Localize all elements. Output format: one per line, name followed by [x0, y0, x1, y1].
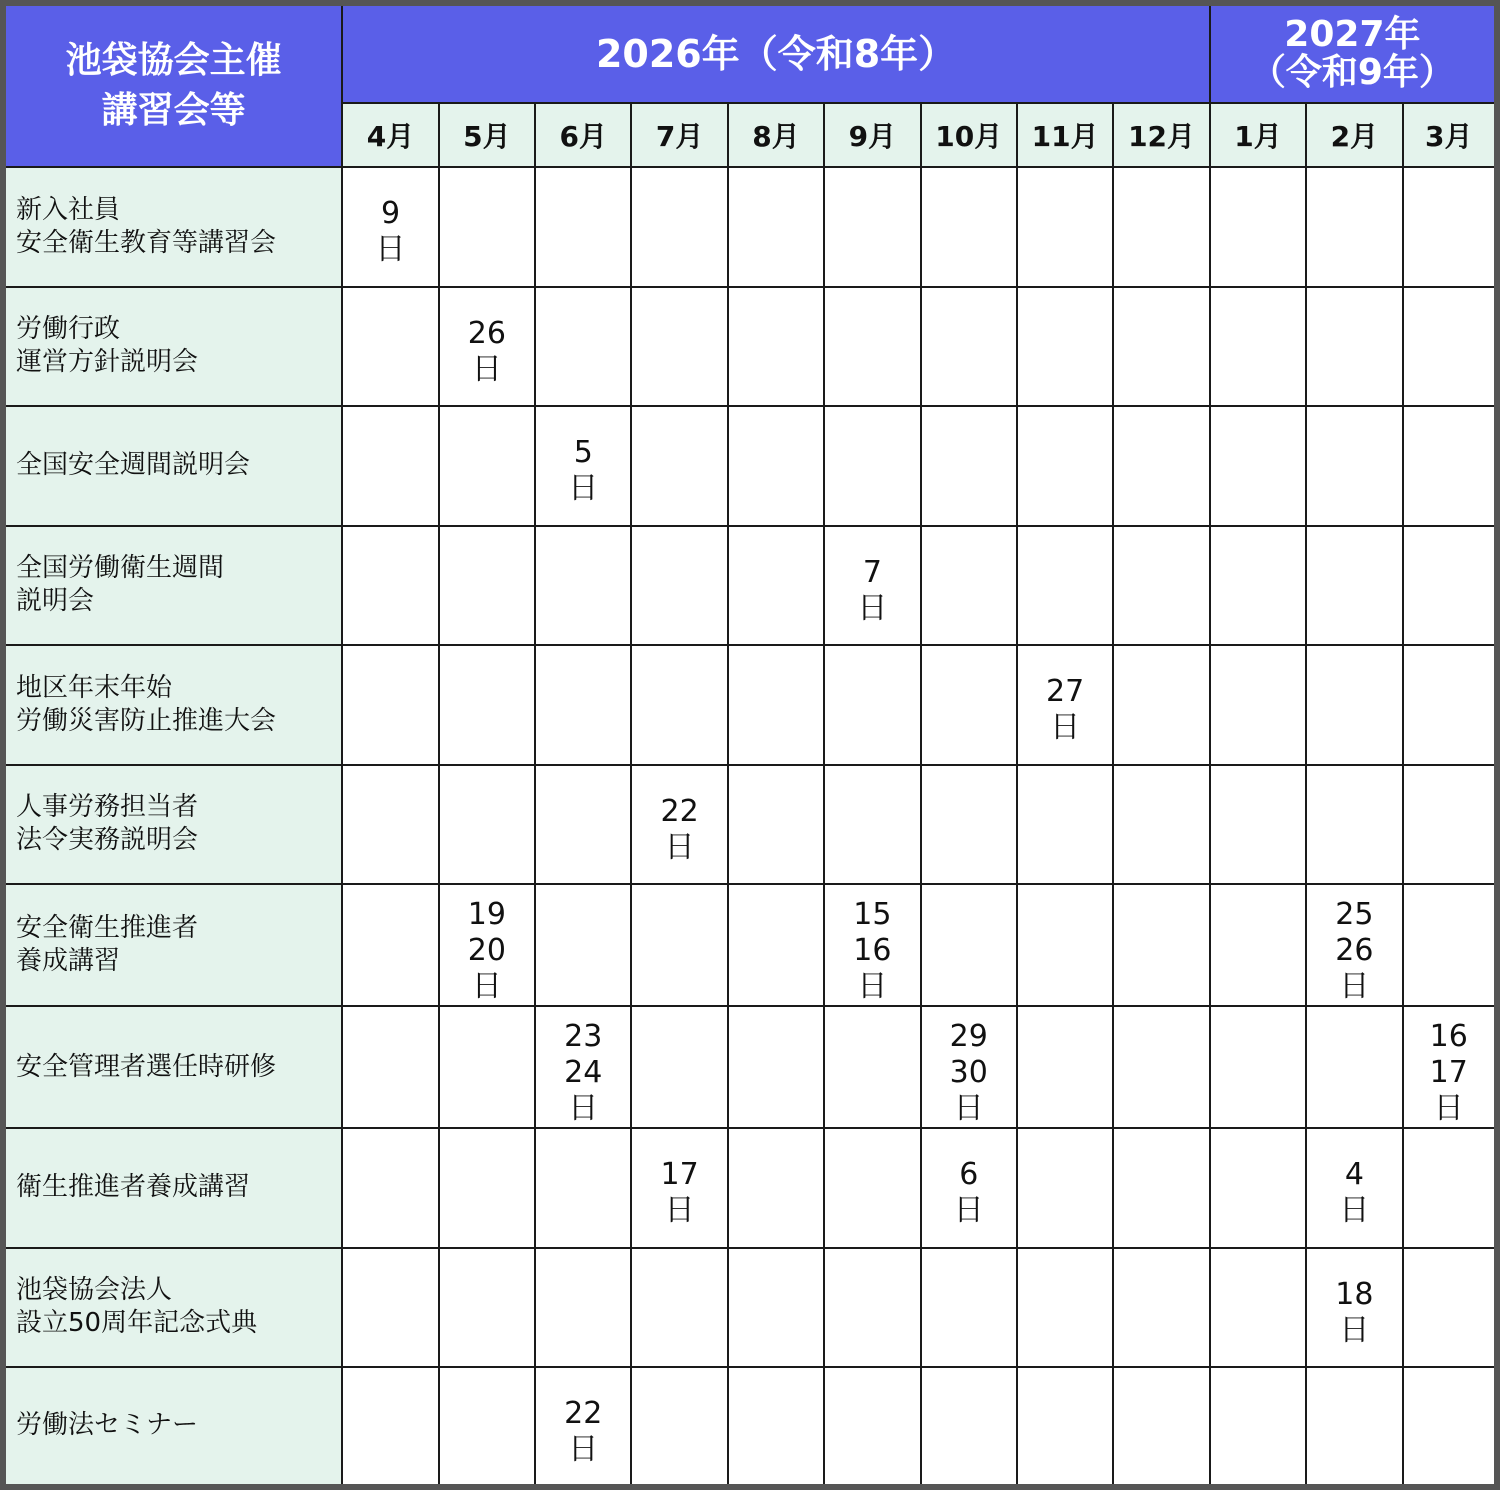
- empty-cell: [1210, 167, 1306, 287]
- empty-cell: [439, 1128, 535, 1248]
- empty-cell: [535, 645, 631, 765]
- empty-cell: [535, 526, 631, 646]
- empty-cell: [1210, 645, 1306, 765]
- event-date-cell: 23 24 日: [535, 1006, 631, 1128]
- month-header: 8月: [728, 103, 824, 167]
- event-date-cell: 25 26 日: [1306, 884, 1402, 1006]
- month-header: 7月: [631, 103, 727, 167]
- month-header: 2月: [1306, 103, 1402, 167]
- empty-cell: [1113, 884, 1209, 1006]
- empty-cell: [342, 287, 438, 407]
- empty-cell: [1306, 645, 1402, 765]
- empty-cell: [1403, 1248, 1497, 1368]
- empty-cell: [535, 167, 631, 287]
- empty-cell: [921, 406, 1017, 526]
- month-header: 3月: [1403, 103, 1497, 167]
- event-date-cell: 18 日: [1306, 1248, 1402, 1368]
- table-row: [3, 406, 1497, 526]
- year-2027-header: 2027年 （令和9年）: [1210, 3, 1497, 103]
- table-row: [3, 1006, 1497, 1128]
- empty-cell: [1017, 1128, 1113, 1248]
- empty-cell: [439, 765, 535, 885]
- empty-cell: [1113, 1006, 1209, 1128]
- event-date-cell: 19 20 日: [439, 884, 535, 1006]
- table-row: [3, 1128, 1497, 1248]
- table-row: [3, 765, 1497, 885]
- event-date-cell: 9 日: [342, 167, 438, 287]
- empty-cell: [1113, 526, 1209, 646]
- table-row: [3, 526, 1497, 646]
- empty-cell: [1403, 1128, 1497, 1248]
- empty-cell: [1113, 765, 1209, 885]
- empty-cell: [1403, 287, 1497, 407]
- empty-cell: [1403, 645, 1497, 765]
- empty-cell: [824, 167, 920, 287]
- empty-cell: [439, 406, 535, 526]
- empty-cell: [1017, 765, 1113, 885]
- empty-cell: [1306, 1006, 1402, 1128]
- empty-cell: [342, 1367, 438, 1487]
- table-row: [3, 1367, 1497, 1487]
- empty-cell: [535, 1128, 631, 1248]
- empty-cell: [1403, 884, 1497, 1006]
- year-2026-header: 2026年（令和8年）: [342, 3, 1209, 103]
- event-name: 衛生推進者養成講習: [3, 1128, 342, 1248]
- empty-cell: [824, 287, 920, 407]
- empty-cell: [1403, 167, 1497, 287]
- empty-cell: [1017, 526, 1113, 646]
- event-name: 新入社員 安全衛生教育等講習会: [3, 167, 342, 287]
- event-name: 労働法セミナー: [3, 1367, 342, 1487]
- event-date-cell: 5 日: [535, 406, 631, 526]
- empty-cell: [342, 765, 438, 885]
- month-header: 4月: [342, 103, 438, 167]
- empty-cell: [631, 406, 727, 526]
- empty-cell: [535, 287, 631, 407]
- empty-cell: [535, 1248, 631, 1368]
- empty-cell: [921, 287, 1017, 407]
- empty-cell: [1210, 526, 1306, 646]
- event-rows: [3, 167, 1497, 1487]
- empty-cell: [824, 1367, 920, 1487]
- empty-cell: [342, 1128, 438, 1248]
- empty-cell: [824, 1128, 920, 1248]
- empty-cell: [1113, 1248, 1209, 1368]
- event-date-cell: 15 16 日: [824, 884, 920, 1006]
- table-row: [3, 1248, 1497, 1368]
- empty-cell: [631, 287, 727, 407]
- event-name: 全国労働衛生週間 説明会: [3, 526, 342, 646]
- empty-cell: [824, 645, 920, 765]
- event-date-cell: 4 日: [1306, 1128, 1402, 1248]
- empty-cell: [342, 884, 438, 1006]
- empty-cell: [921, 1367, 1017, 1487]
- empty-cell: [631, 1006, 727, 1128]
- empty-cell: [1403, 1367, 1497, 1487]
- event-date-cell: 7 日: [824, 526, 920, 646]
- empty-cell: [1210, 1128, 1306, 1248]
- empty-cell: [728, 1006, 824, 1128]
- event-date-cell: 17 日: [631, 1128, 727, 1248]
- empty-cell: [439, 167, 535, 287]
- empty-cell: [1403, 406, 1497, 526]
- empty-cell: [728, 1128, 824, 1248]
- empty-cell: [1306, 765, 1402, 885]
- empty-cell: [1210, 406, 1306, 526]
- month-header: 5月: [439, 103, 535, 167]
- empty-cell: [1113, 1367, 1209, 1487]
- empty-cell: [728, 406, 824, 526]
- empty-cell: [1306, 287, 1402, 407]
- empty-cell: [631, 526, 727, 646]
- empty-cell: [342, 1248, 438, 1368]
- table-row: [3, 884, 1497, 1006]
- event-date-cell: 29 30 日: [921, 1006, 1017, 1128]
- empty-cell: [631, 1248, 727, 1368]
- empty-cell: [342, 645, 438, 765]
- empty-cell: [1403, 765, 1497, 885]
- event-name: 地区年末年始 労働災害防止推進大会: [3, 645, 342, 765]
- empty-cell: [342, 1006, 438, 1128]
- table-row: [3, 645, 1497, 765]
- event-name: 全国安全週間説明会: [3, 406, 342, 526]
- empty-cell: [1306, 1367, 1402, 1487]
- event-date-cell: 27 日: [1017, 645, 1113, 765]
- month-header: 1月: [1210, 103, 1306, 167]
- empty-cell: [824, 765, 920, 885]
- empty-cell: [1017, 884, 1113, 1006]
- empty-cell: [728, 1367, 824, 1487]
- empty-cell: [1113, 406, 1209, 526]
- empty-cell: [921, 526, 1017, 646]
- event-name: 安全衛生推進者 養成講習: [3, 884, 342, 1006]
- empty-cell: [631, 645, 727, 765]
- empty-cell: [1113, 1128, 1209, 1248]
- empty-cell: [342, 526, 438, 646]
- empty-cell: [921, 1248, 1017, 1368]
- empty-cell: [1017, 1006, 1113, 1128]
- empty-cell: [921, 765, 1017, 885]
- empty-cell: [1210, 884, 1306, 1006]
- empty-cell: [1306, 526, 1402, 646]
- empty-cell: [535, 765, 631, 885]
- month-header: 12月: [1113, 103, 1209, 167]
- event-date-cell: 16 17 日: [1403, 1006, 1497, 1128]
- empty-cell: [1403, 526, 1497, 646]
- empty-cell: [1210, 1367, 1306, 1487]
- empty-cell: [728, 167, 824, 287]
- event-name: 労働行政 運営方針説明会: [3, 287, 342, 407]
- empty-cell: [631, 884, 727, 1006]
- event-name: 安全管理者選任時研修: [3, 1006, 342, 1128]
- event-date-cell: 26 日: [439, 287, 535, 407]
- empty-cell: [728, 287, 824, 407]
- empty-cell: [1113, 645, 1209, 765]
- empty-cell: [439, 1006, 535, 1128]
- event-date-cell: 6 日: [921, 1128, 1017, 1248]
- empty-cell: [631, 1367, 727, 1487]
- empty-cell: [921, 167, 1017, 287]
- table-row: [3, 287, 1497, 407]
- empty-cell: [728, 1248, 824, 1368]
- empty-cell: [1113, 287, 1209, 407]
- empty-cell: [1210, 765, 1306, 885]
- empty-cell: [1017, 167, 1113, 287]
- table-title: 池袋協会主催 講習会等: [3, 3, 342, 167]
- month-header: 9月: [824, 103, 920, 167]
- month-header: 6月: [535, 103, 631, 167]
- empty-cell: [824, 1248, 920, 1368]
- empty-cell: [921, 645, 1017, 765]
- empty-cell: [728, 884, 824, 1006]
- event-name: 人事労務担当者 法令実務説明会: [3, 765, 342, 885]
- empty-cell: [1017, 406, 1113, 526]
- empty-cell: [728, 765, 824, 885]
- empty-cell: [439, 1367, 535, 1487]
- empty-cell: [1306, 406, 1402, 526]
- empty-cell: [535, 884, 631, 1006]
- empty-cell: [728, 645, 824, 765]
- empty-cell: [439, 1248, 535, 1368]
- event-date-cell: 22 日: [631, 765, 727, 885]
- empty-cell: [1113, 167, 1209, 287]
- empty-cell: [1017, 1367, 1113, 1487]
- empty-cell: [824, 1006, 920, 1128]
- empty-cell: [728, 526, 824, 646]
- empty-cell: [342, 406, 438, 526]
- event-name: 池袋協会法人 設立50周年記念式典: [3, 1248, 342, 1368]
- empty-cell: [1017, 287, 1113, 407]
- empty-cell: [631, 167, 727, 287]
- empty-cell: [1306, 167, 1402, 287]
- empty-cell: [1210, 1248, 1306, 1368]
- empty-cell: [439, 526, 535, 646]
- empty-cell: [439, 645, 535, 765]
- month-header: 11月: [1017, 103, 1113, 167]
- empty-cell: [921, 884, 1017, 1006]
- month-header: 10月: [921, 103, 1017, 167]
- empty-cell: [1210, 287, 1306, 407]
- event-date-cell: 22 日: [535, 1367, 631, 1487]
- table-row: [3, 167, 1497, 287]
- empty-cell: [824, 406, 920, 526]
- empty-cell: [1210, 1006, 1306, 1128]
- empty-cell: [1017, 1248, 1113, 1368]
